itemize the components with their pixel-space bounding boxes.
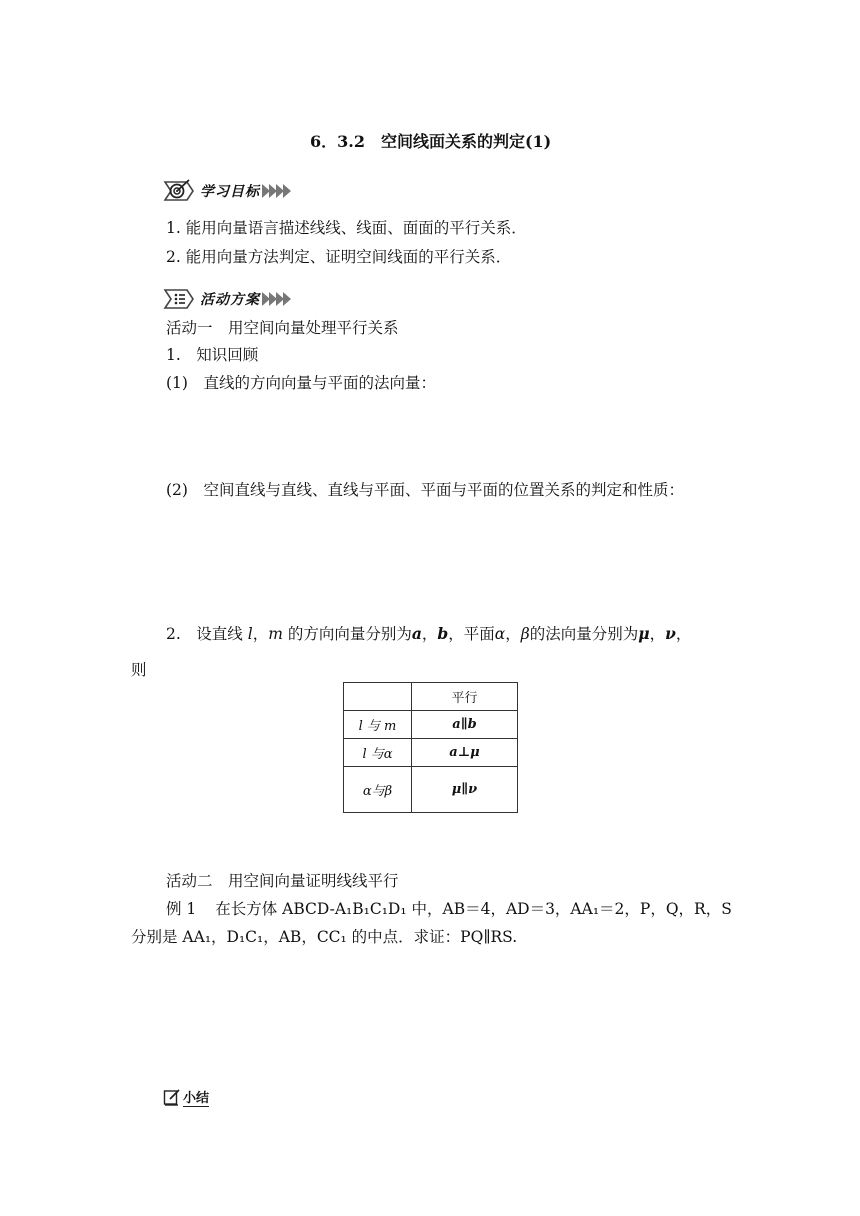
table-corner [344,683,412,711]
comma: ， [421,625,438,643]
parallel-table [343,682,518,813]
activity1-item1: 1. 知识回顾 [166,346,259,364]
target-icon [162,178,196,204]
table-row-value: a⊥μ [412,739,518,767]
example-label: 例 1 [166,900,197,918]
activity1-item2 [166,624,691,644]
list-icon [162,286,196,312]
comma: ， [252,625,269,643]
example-1-line2: 分别是 AA₁，D₁C₁，AB，CC₁ 的中点．求证：PQ∥RS. [131,928,518,946]
item2-text: ，平面 [448,625,495,643]
table-row-value: μ∥ν [412,767,518,813]
vector-b: b [437,624,449,643]
example-text: 在长方体 ABCD-A₁B₁C₁D₁ 中，AB＝4，AD＝3，AA₁＝2，P，Q，R，S [215,900,732,918]
objective-1: 1. 能用向量语言描述线线、线面、面面的平行关系． [166,219,527,237]
item2-text: 2. 设直线 [166,625,243,643]
vector-nu: ν [665,624,676,643]
objective-2: 2. 能用向量方法判定、证明空间线面的平行关系． [166,248,512,266]
line-m: m [268,625,283,643]
activity1-q2: (2) 空间直线与直线、直线与平面、平面与平面的位置关系的判定和性质： [166,481,684,499]
example-1-line1 [166,899,732,919]
objectives-banner [162,178,290,204]
item2-then: 则 [131,661,147,679]
vector-a: a [411,624,422,643]
chevrons-icon [262,292,290,306]
item2-text: 的法向量分别为 [529,625,639,643]
table-row [344,767,518,813]
table-row-label: α与β [344,767,412,813]
activity2-heading: 活动二 用空间向量证明线线平行 [166,872,399,890]
plane-alpha: α [494,625,506,643]
vector-mu: μ [638,624,650,643]
plane-beta: β [520,625,530,643]
summary-heading [163,1087,209,1107]
activity1-heading: 活动一 用空间向量处理平行关系 [166,319,399,337]
comma: ， [505,625,521,643]
comma: ， [649,625,666,643]
table-row [344,711,518,739]
activity1-q1: (1) 直线的方向向量与平面的法向量： [166,374,436,392]
item2-text: 的方向向量分别为 [282,625,412,643]
activities-banner [162,286,290,312]
chevrons-icon [262,184,290,198]
page-title: 6．3.2 空间线面关系的判定(1) [310,132,552,151]
line-l: l [247,625,253,643]
comma: ， [675,625,692,643]
table-header: 平行 [412,683,518,711]
table-row [344,739,518,767]
activities-label: 活动方案 [200,292,260,308]
objectives-label: 学习目标 [200,184,260,200]
pencil-note-icon [163,1088,181,1106]
table-row-value: a∥b [412,711,518,739]
summary-label: 小结 [183,1087,209,1107]
table-row-label: l 与α [344,739,412,767]
table-row-label: l 与 m [344,711,412,739]
